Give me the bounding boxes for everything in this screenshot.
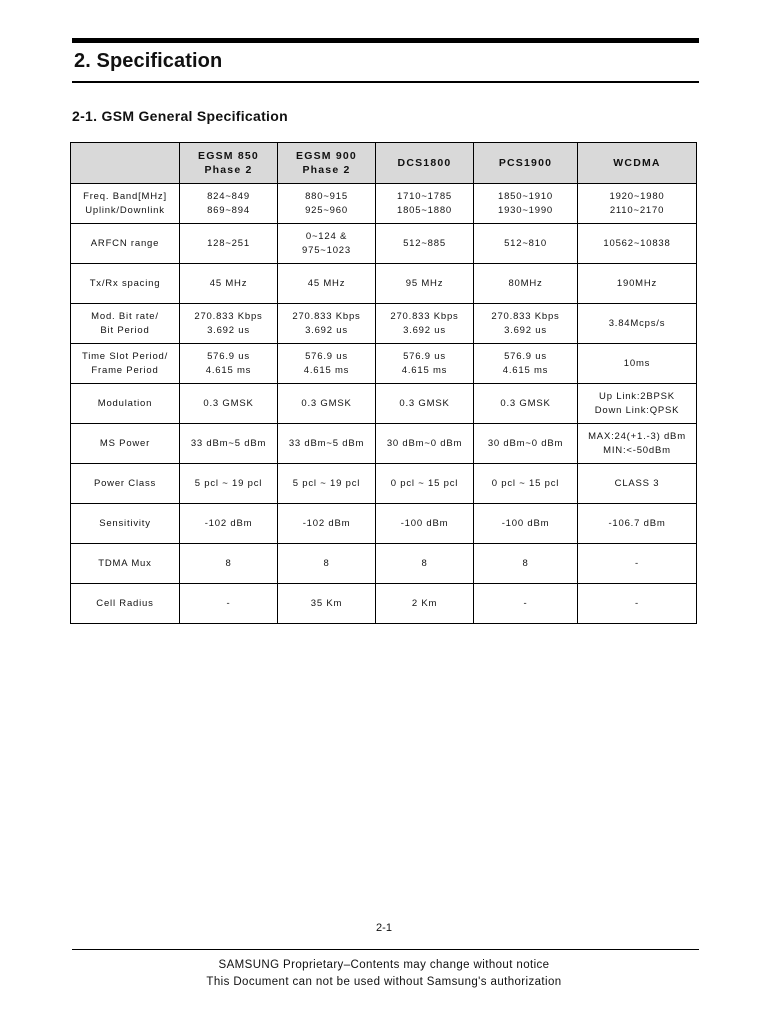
- cell-value-line: 3.84Mcps/s: [608, 317, 666, 329]
- cell-value-line: -: [226, 597, 231, 609]
- cell-value-line: -: [635, 557, 639, 569]
- cell-value-line: 3.692 us: [504, 324, 547, 336]
- cell-value-line: 3.692 us: [207, 324, 250, 336]
- cell-value-line: 35 Km: [310, 597, 343, 609]
- cell-value-line: 925~960: [305, 204, 348, 216]
- footer-proprietary-notice: SAMSUNG Proprietary–Contents may change without notice: [218, 959, 550, 971]
- cell-value-line: 975~1023: [302, 244, 351, 256]
- cell-value-line: 576.9 us: [504, 350, 547, 362]
- cell-value-line: -102 dBm: [204, 517, 253, 529]
- column-header: [376, 143, 474, 184]
- cell-value-line: 824~849: [207, 190, 250, 202]
- table-cell: [278, 424, 376, 464]
- cell-value-line: 8: [225, 557, 232, 569]
- table-cell: [578, 504, 697, 544]
- cell-value-line: 33 dBm~5 dBm: [288, 437, 365, 449]
- table-cell: [278, 464, 376, 504]
- row-label-cell: [71, 224, 180, 264]
- column-header-line: DCS1800: [397, 157, 452, 169]
- column-header: [474, 143, 578, 184]
- cell-value-line: 1805~1880: [396, 204, 452, 216]
- table-header-row: [71, 143, 697, 184]
- subsection-title: 2-1. GSM General Specification: [72, 108, 288, 124]
- table-row: [71, 304, 697, 344]
- cell-value-line: 512~810: [504, 237, 547, 249]
- cell-value-line: 4.615 ms: [205, 364, 252, 376]
- table-cell: [474, 224, 578, 264]
- row-label-cell: [71, 464, 180, 504]
- table-cell: [578, 184, 697, 224]
- cell-value-line: -102 dBm: [302, 517, 351, 529]
- column-header-line: Phase 2: [302, 164, 351, 176]
- table-cell: [578, 464, 697, 504]
- cell-value-line: 8: [421, 557, 428, 569]
- table-row: [71, 464, 697, 504]
- gsm-spec-table: [70, 142, 697, 624]
- column-header-line: Phase 2: [204, 164, 253, 176]
- table-cell: [474, 544, 578, 584]
- table-cell: [376, 224, 474, 264]
- row-label-cell: [71, 184, 180, 224]
- cell-value-line: -: [635, 597, 639, 609]
- column-header-line: EGSM 900: [296, 150, 357, 162]
- table-cell: [278, 224, 376, 264]
- row-label-line: Modulation: [97, 397, 153, 409]
- column-header: [180, 143, 278, 184]
- table-cell: [376, 544, 474, 584]
- table-cell: [278, 544, 376, 584]
- cell-value-line: 869~894: [207, 204, 250, 216]
- row-label-line: Time Slot Period/: [81, 350, 169, 362]
- row-label-line: ARFCN range: [90, 237, 160, 249]
- cell-value-line: 8: [323, 557, 330, 569]
- table-cell: [578, 584, 697, 624]
- page-number: 2-1: [376, 922, 392, 934]
- table-cell: [278, 504, 376, 544]
- cell-value-line: 0 pcl ~ 15 pcl: [491, 477, 560, 489]
- table-cell: [376, 584, 474, 624]
- cell-value-line: 10562~10838: [603, 237, 671, 249]
- table-cell: [180, 424, 278, 464]
- table-row: [71, 344, 697, 384]
- cell-value-line: 1930~1990: [497, 204, 553, 216]
- top-rule: [72, 38, 699, 43]
- row-label-cell: [71, 304, 180, 344]
- section-rule: [72, 81, 699, 83]
- table-row: [71, 224, 697, 264]
- cell-value-line: MIN:<-50dBm: [603, 444, 671, 456]
- cell-value-line: 1920~1980: [609, 190, 665, 202]
- row-label-cell: [71, 544, 180, 584]
- table-cell: [474, 464, 578, 504]
- header-cell-empty: [71, 143, 180, 184]
- row-label-cell: [71, 584, 180, 624]
- row-label-line: TDMA Mux: [98, 557, 152, 569]
- table-row: [71, 544, 697, 584]
- cell-value-line: 2110~2170: [609, 204, 665, 216]
- cell-value-line: CLASS 3: [614, 477, 660, 489]
- cell-value-line: Up Link:2BPSK: [599, 390, 675, 402]
- cell-value-line: 270.833 Kbps: [194, 310, 263, 322]
- column-header: [578, 143, 697, 184]
- cell-value-line: 95 MHz: [405, 277, 444, 289]
- cell-value-line: -: [523, 597, 528, 609]
- cell-value-line: 0.3 GMSK: [399, 397, 450, 409]
- table-cell: [578, 424, 697, 464]
- row-label-line: Freq. Band[MHz]: [83, 190, 167, 202]
- table-cell: [578, 304, 697, 344]
- column-header-line: WCDMA: [613, 157, 661, 169]
- row-label-cell: [71, 384, 180, 424]
- table-cell: [474, 584, 578, 624]
- table-cell: [180, 504, 278, 544]
- table-cell: [376, 304, 474, 344]
- cell-value-line: -100 dBm: [501, 517, 550, 529]
- column-header: [278, 143, 376, 184]
- table-cell: [578, 344, 697, 384]
- table-cell: [474, 184, 578, 224]
- cell-value-line: 1850~1910: [497, 190, 553, 202]
- table-cell: [180, 264, 278, 304]
- cell-value-line: 576.9 us: [403, 350, 446, 362]
- footer-rule: [72, 949, 699, 950]
- table-cell: [376, 424, 474, 464]
- table-cell: [474, 384, 578, 424]
- table-cell: [278, 584, 376, 624]
- table-cell: [180, 344, 278, 384]
- cell-value-line: 3.692 us: [403, 324, 446, 336]
- cell-value-line: 0.3 GMSK: [203, 397, 254, 409]
- row-label-line: Power Class: [93, 477, 157, 489]
- row-label-line: Mod. Bit rate/: [91, 310, 159, 322]
- table-cell: [278, 344, 376, 384]
- table-row: [71, 264, 697, 304]
- cell-value-line: 5 pcl ~ 19 pcl: [194, 477, 263, 489]
- table-cell: [474, 304, 578, 344]
- table-cell: [180, 304, 278, 344]
- cell-value-line: 8: [522, 557, 529, 569]
- table-row: [71, 584, 697, 624]
- cell-value-line: 10ms: [623, 357, 651, 369]
- cell-value-line: 0~124 &: [305, 230, 348, 242]
- cell-value-line: 880~915: [305, 190, 348, 202]
- table-cell: [180, 184, 278, 224]
- cell-value-line: 270.833 Kbps: [390, 310, 459, 322]
- table-cell: [376, 464, 474, 504]
- cell-value-line: 190MHz: [616, 277, 658, 289]
- cell-value-line: 4.615 ms: [303, 364, 350, 376]
- cell-value-line: 30 dBm~0 dBm: [487, 437, 564, 449]
- row-label-line: Cell Radius: [96, 597, 154, 609]
- cell-value-line: 3.692 us: [305, 324, 348, 336]
- table-row: [71, 384, 697, 424]
- cell-value-line: 30 dBm~0 dBm: [386, 437, 463, 449]
- table-row: [71, 424, 697, 464]
- cell-value-line: 0.3 GMSK: [301, 397, 352, 409]
- row-label-line: Sensitivity: [99, 517, 151, 529]
- row-label-line: MS Power: [99, 437, 151, 449]
- cell-value-line: 4.615 ms: [502, 364, 549, 376]
- cell-value-line: 512~885: [403, 237, 446, 249]
- cell-value-line: 33 dBm~5 dBm: [190, 437, 267, 449]
- table-cell: [578, 544, 697, 584]
- cell-value-line: 576.9 us: [305, 350, 348, 362]
- cell-value-line: 576.9 us: [207, 350, 250, 362]
- table-cell: [578, 264, 697, 304]
- row-label-line: Tx/Rx spacing: [89, 277, 161, 289]
- cell-value-line: 0.3 GMSK: [500, 397, 551, 409]
- cell-value-line: 45 MHz: [209, 277, 248, 289]
- table-cell: [180, 224, 278, 264]
- table-cell: [376, 184, 474, 224]
- row-label-cell: [71, 424, 180, 464]
- row-label-line: Bit Period: [100, 324, 150, 336]
- cell-value-line: 80MHz: [508, 277, 543, 289]
- cell-value-line: 1710~1785: [396, 190, 452, 202]
- column-header-line: PCS1900: [498, 157, 553, 169]
- cell-value-line: -100 dBm: [400, 517, 449, 529]
- cell-value-line: 2 Km: [411, 597, 438, 609]
- cell-value-line: -106.7 dBm: [608, 517, 666, 529]
- table-cell: [180, 384, 278, 424]
- table-cell: [474, 264, 578, 304]
- table-cell: [278, 264, 376, 304]
- table-cell: [376, 264, 474, 304]
- table-row: [71, 184, 697, 224]
- cell-value-line: 270.833 Kbps: [491, 310, 560, 322]
- cell-value-line: 45 MHz: [307, 277, 346, 289]
- table-cell: [180, 584, 278, 624]
- table-cell: [474, 424, 578, 464]
- table-cell: [376, 384, 474, 424]
- cell-value-line: 270.833 Kbps: [292, 310, 361, 322]
- cell-value-line: 128~251: [207, 237, 250, 249]
- table-cell: [278, 304, 376, 344]
- table-cell: [376, 504, 474, 544]
- table-cell: [278, 384, 376, 424]
- table-cell: [578, 384, 697, 424]
- table-cell: [180, 544, 278, 584]
- cell-value-line: 5 pcl ~ 19 pcl: [292, 477, 361, 489]
- table-cell: [474, 504, 578, 544]
- section-title: 2. Specification: [74, 50, 223, 72]
- cell-value-line: MAX:24(+1.-3) dBm: [588, 430, 686, 442]
- column-header-line: EGSM 850: [198, 150, 259, 162]
- table-cell: [474, 344, 578, 384]
- table-row: [71, 504, 697, 544]
- cell-value-line: 4.615 ms: [401, 364, 448, 376]
- cell-value-line: 0 pcl ~ 15 pcl: [390, 477, 459, 489]
- table-cell: [578, 224, 697, 264]
- table-cell: [180, 464, 278, 504]
- row-label-cell: [71, 344, 180, 384]
- row-label-cell: [71, 264, 180, 304]
- row-label-cell: [71, 504, 180, 544]
- row-label-line: Frame Period: [91, 364, 159, 376]
- row-label-line: Uplink/Downlink: [85, 204, 165, 216]
- table-cell: [278, 184, 376, 224]
- table-cell: [376, 344, 474, 384]
- cell-value-line: Down Link:QPSK: [594, 404, 680, 416]
- footer-authorization-notice: This Document can not be used without Samsung's authorization: [206, 976, 562, 988]
